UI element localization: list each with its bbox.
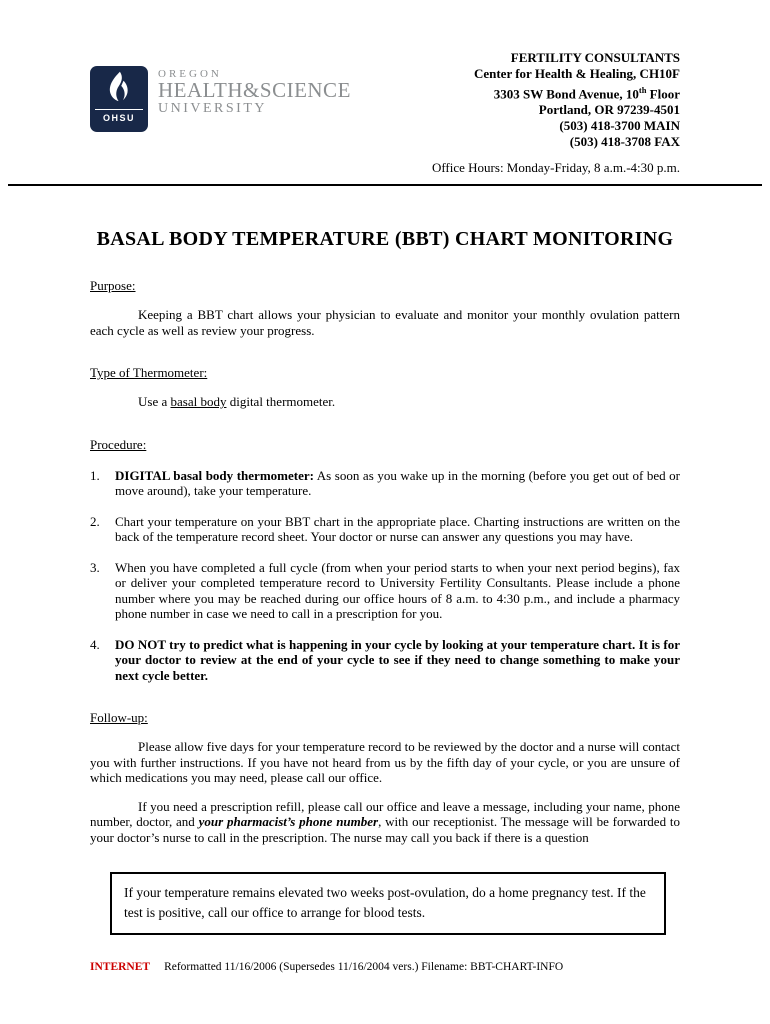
followup-text-pre: If you need a prescription refill, please call our office and leave a message, including your name, phone number, doctor, and xyxy=(90,798,680,830)
ohsu-logo-mark xyxy=(90,66,148,132)
contact-building: Center for Health & Healing, CH10F xyxy=(473,66,680,81)
thermometer-text-post: digital thermometer. xyxy=(226,394,336,410)
thermometer-heading-text: Type of Thermometer: xyxy=(90,365,208,381)
contact-city: Portland, OR 97239-4501 xyxy=(538,102,680,118)
item-text xyxy=(115,637,680,684)
wordmark-university: UNIVERSITY xyxy=(158,101,267,117)
logo-wordmark xyxy=(158,66,351,117)
contact-phone-fax: (503) 418-3708 FAX xyxy=(569,134,680,150)
footer-revision-text: Reformatted 11/16/2006 (Supersedes 11/16/2004 vers.) Filename: BBT-CHART-INFO xyxy=(164,961,564,974)
header-divider xyxy=(8,184,762,186)
item-text xyxy=(115,560,680,622)
followup-heading-text: Follow-up: xyxy=(90,710,148,726)
footer-internet-label: INTERNET xyxy=(90,961,151,974)
item-number: 4. xyxy=(90,636,100,652)
contact-street xyxy=(474,82,680,102)
item-body-text: As soon as you wake up in the morning (before you get out of bed or move around), take your temperature. xyxy=(115,467,680,499)
ohsu-logo xyxy=(90,66,351,132)
thermometer-text-underlined: basal body xyxy=(170,394,227,410)
wordmark-oregon: OREGON xyxy=(158,68,222,80)
contact-org: FERTILITY CONSULTANTS xyxy=(510,50,680,65)
thermometer-text-pre: Use a xyxy=(138,394,171,410)
footer xyxy=(90,961,680,973)
item-bold-lead: DIGITAL basal body thermometer: xyxy=(115,467,314,483)
header xyxy=(90,50,680,150)
item-number: 2. xyxy=(90,513,100,529)
office-hours: Office Hours: Monday-Friday, 8 a.m.-4:30 p.m. xyxy=(431,160,680,176)
purpose-heading-text: Purpose: xyxy=(90,278,136,294)
item-bold-lead: DO NOT try to predict what is happening in your cycle by looking at your temperature chart. It is for your doctor to review at the end of your cycle to see if they need to change something to make your next cycle better. xyxy=(115,636,680,683)
pharmacist-emphasis: your pharmacist’s phone number xyxy=(198,814,379,830)
followup-paragraph-2 xyxy=(90,799,680,846)
purpose-paragraph: Keeping a BBT chart allows your physician to evaluate and monitor your monthly ovulation pattern each cycle as well as review your progress. xyxy=(90,307,680,338)
notice-text: If your temperature remains elevated two weeks post-ovulation, do a home pregnancy test. If the test is positive, call our office to arrange for blood tests. xyxy=(124,885,646,921)
contact-block xyxy=(474,50,680,150)
contact-phone-main: (503) 418-3700 MAIN xyxy=(559,118,680,134)
page-title: BASAL BODY TEMPERATURE (BBT) CHART MONITORING xyxy=(96,228,674,251)
item-text xyxy=(115,468,680,499)
followup-paragraph-1: Please allow five days for your temperature record to be reviewed by the doctor and a nurse will contact you with further instructions. If you have not heard from us by the fifth day of your cycle, or you are unsure of which medications you may need, please call our office. xyxy=(90,739,680,786)
section-heading-followup xyxy=(90,710,680,726)
section-heading-procedure xyxy=(90,437,680,453)
followup-text-post: , with our receptionist. The message will be forwarded to your doctor’s nurse to call in the prescription. The nurse may call you back if there is a question xyxy=(90,814,681,845)
contact-street-suffix: Floor xyxy=(646,86,680,102)
procedure-item-3 xyxy=(90,560,680,622)
section-heading-purpose xyxy=(90,278,680,294)
notice-box xyxy=(110,872,666,935)
contact-street-text: 3303 SW Bond Avenue, 10 xyxy=(493,86,639,102)
procedure-heading-text: Procedure: xyxy=(90,436,147,452)
procedure-item-1 xyxy=(90,468,680,499)
logo-ohsu-label: OHSU xyxy=(95,109,143,123)
item-body-text: When you have completed a full cycle (from when your period starts to when your next period begins), fax or deliver your completed temperature record to University Fertility Consultants. Please include a phone number where you may be reached during our office hours of 8 a.m. to 4:30 p.m., and include a pharmacy phone number in case we need to call in a prescription for you. xyxy=(115,559,680,622)
procedure-item-2 xyxy=(90,514,680,545)
procedure-item-4 xyxy=(90,637,680,684)
wordmark-health-science: HEALTH&SCIENCE xyxy=(158,78,351,103)
item-number: 1. xyxy=(90,467,100,483)
thermometer-paragraph xyxy=(90,394,680,410)
flame-icon xyxy=(101,69,137,107)
item-number: 3. xyxy=(90,559,100,575)
item-body-text: Chart your temperature on your BBT chart in the appropriate place. Charting instructions are written on the back of the temperature record sheet. Your doctor or nurse can answer any questions you may have. xyxy=(115,513,680,545)
section-heading-thermometer xyxy=(90,365,680,381)
contact-street-ordinal: th xyxy=(638,85,647,95)
item-text xyxy=(115,514,680,545)
